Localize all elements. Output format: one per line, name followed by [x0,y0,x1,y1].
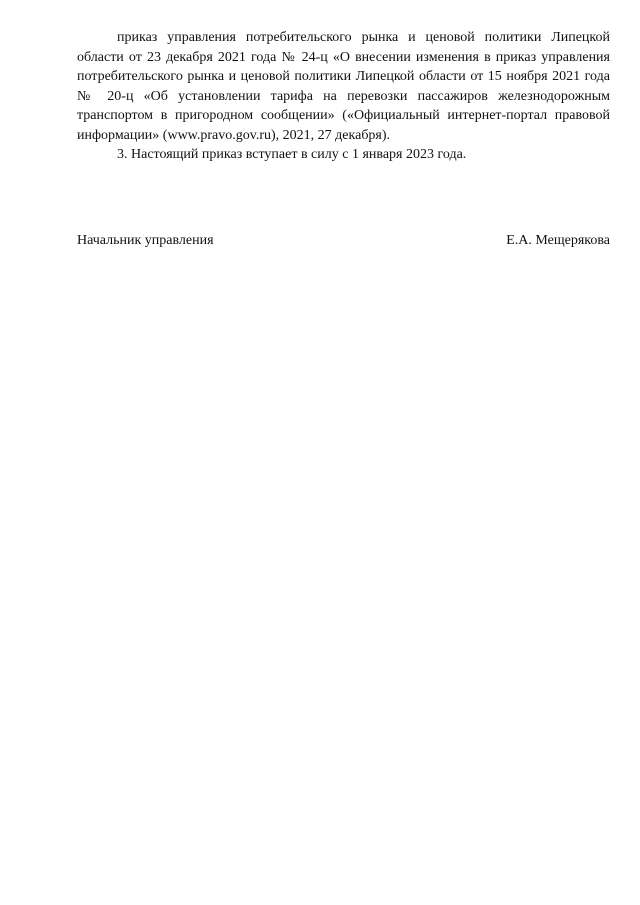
paragraph-effective-date: 3. Настоящий приказ вступает в силу с 1 января 2023 года. [117,147,467,162]
signatory-position: Начальник управления [77,233,214,248]
paragraph-order-reference: приказ управления потребительского рынка и ценовой политики Липецкой области от 23 декабря 2021 года № 24-ц «О внесении изменения в приказ управления потребительского рынка и ценовой политики Липецкой области от 15 ноября 2021 года № 20-ц «Об установлении тарифа на перевозки пассажиров железнодорожным транспортом в пригородном сообщении» («Официальный интернет-портал правовой информации» (www.pravo.gov.ru), 2021, 27 декабря). [77,30,610,143]
signature-line [77,231,610,251]
document-body [77,28,610,165]
signatory-name: Е.А. Мещерякова [506,233,610,248]
